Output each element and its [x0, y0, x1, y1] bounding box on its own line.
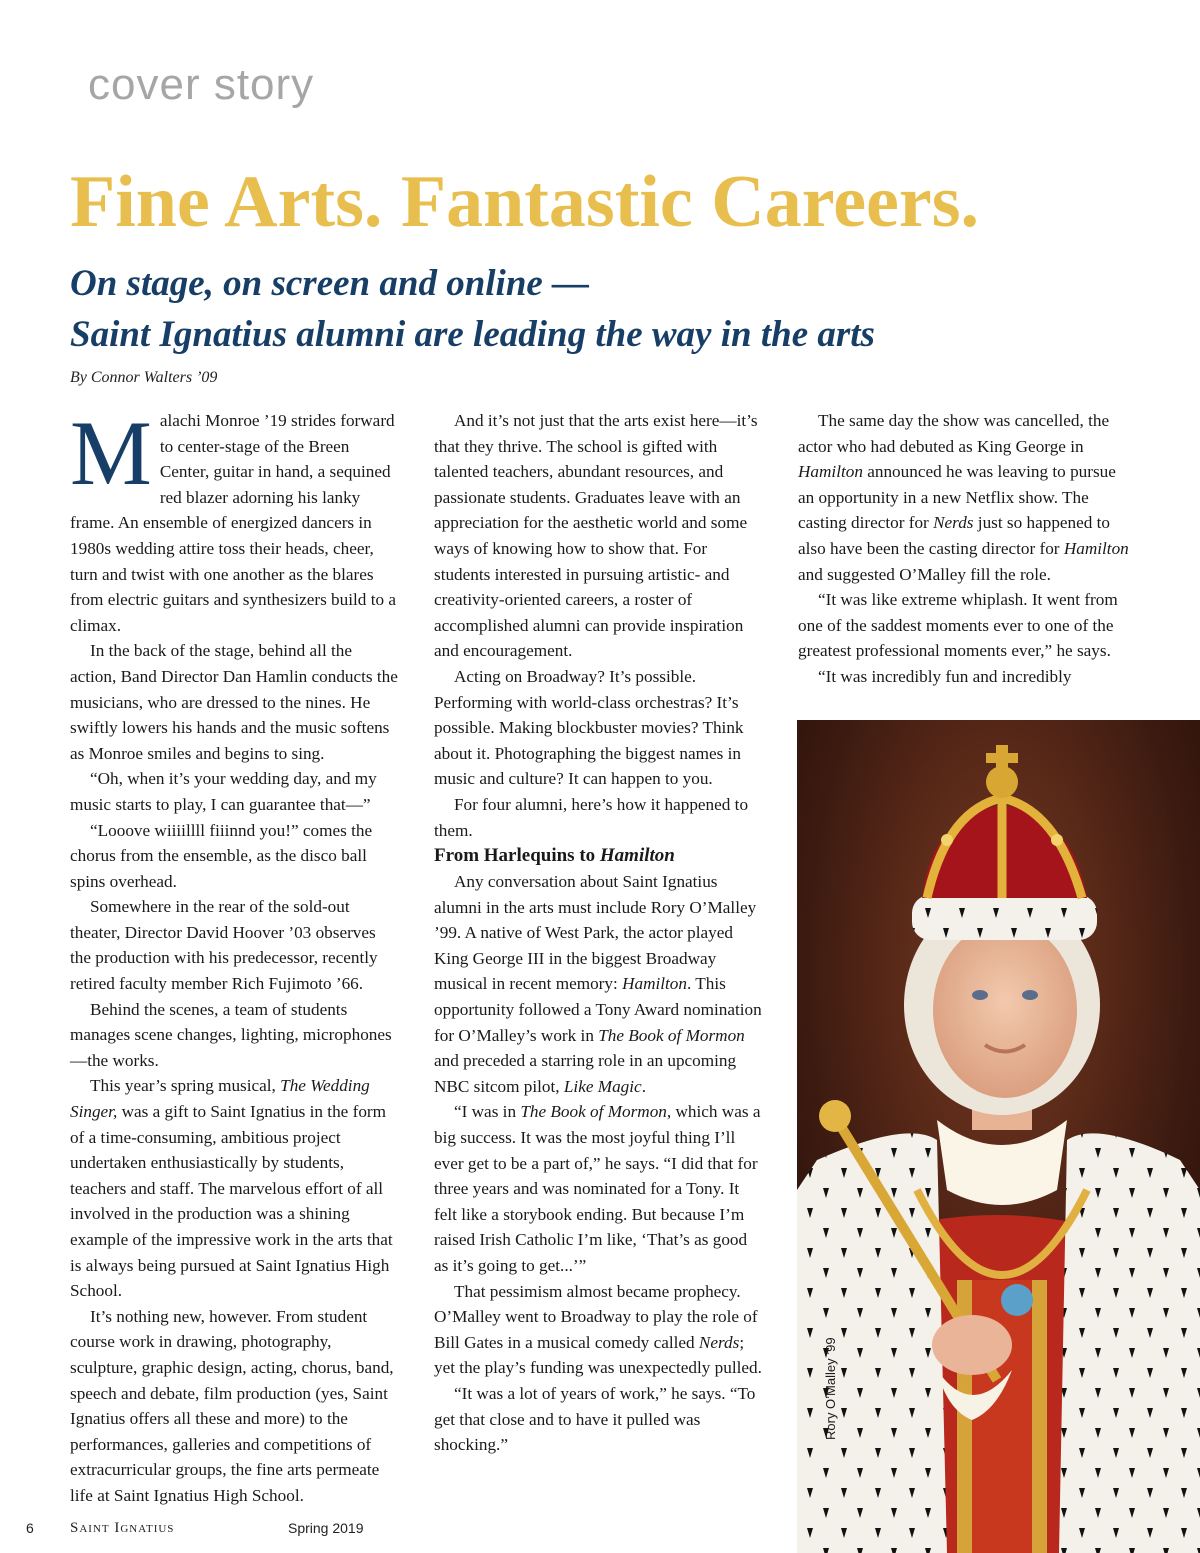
paragraph: It’s nothing new, however. From student course work in drawing, photography, sculpture, graphic design, acting, chorus, band, speech and debate, film production (yes, Saint Ignatius offers all these and more) to the performances, galleries and competitions of extracurricular groups, the fine arts permeate life at Saint Ignatius High School.	[70, 1306, 394, 1505]
article-column-2	[434, 408, 764, 1458]
show-title: Like Magic	[563, 1076, 642, 1096]
text: announced he was leaving to pursue an opportunity in a new Netflix show. The casting director for	[798, 462, 1116, 533]
paragraph	[70, 402, 400, 638]
text: and preceded a starring role in an upcoming NBC sitcom pilot,	[434, 1051, 737, 1096]
paragraph: In the back of the stage, behind all the action, Band Director Dan Hamlin conducts the musicians, who are dressed to the nines. He swiftly lowers his hands and the music softens as Monroe smiles and begins to sing.	[70, 641, 398, 763]
paragraph	[434, 1279, 764, 1381]
text: That pessimism almost became prophecy. O’Malley went to Broadway to play the role of Bill Gates in a musical comedy called	[434, 1281, 758, 1352]
paragraph: “It was like extreme whiplash. It went from one of the saddest moments ever to one of the greatest professional moments ever,” he says.	[798, 590, 1118, 661]
text: just so happened to also have been the casting director for	[798, 513, 1111, 558]
photo-credit: Rory O’Malley ’99	[823, 1337, 838, 1440]
show-title: Hamilton	[599, 845, 675, 867]
show-title: Hamilton	[798, 462, 863, 482]
text: , which was a big success. It was the most joyful thing I’ll ever get to be a part of,” he says. “I did that for three years and was nominated for a Tony. It felt like a storybook ending. But because I’m raised Irish Catholic I’m like, ‘That’s as good as it’s going to get...’”	[434, 1102, 761, 1275]
text: . This opportunity followed a Tony Award nomination for O’Malley’s work in	[434, 974, 762, 1045]
paragraph: “It was incredibly fun and incredibly	[818, 666, 1072, 686]
text: .	[641, 1076, 646, 1096]
magazine-name: Saint Ignatius	[70, 1520, 175, 1536]
issue-date: Spring 2019	[288, 1520, 364, 1536]
show-title: The Wedding Singer,	[70, 1076, 370, 1122]
section-kicker: cover story	[88, 60, 315, 109]
text: and suggested O’Malley fill the role.	[798, 564, 1051, 584]
text: Any conversation about Saint Ignatius alumni in the arts must include Rory O’Malley ’99. A native of West Park, the actor played King George III in the biggest Broadway musical in recent memory:	[434, 872, 757, 994]
paragraph	[434, 869, 764, 1099]
text: This year’s spring musical,	[90, 1076, 281, 1096]
show-title: Nerds	[698, 1332, 740, 1352]
page-number: 6	[26, 1520, 34, 1536]
headline: Fine Arts. Fantastic Careers.	[70, 161, 980, 243]
section-heading	[434, 843, 764, 869]
show-title: The Book of Mormon	[520, 1102, 667, 1122]
show-title: The Book of Mormon	[598, 1025, 745, 1045]
paragraph: “Looove wiiiillll fiiinnd you!” comes the chorus from the ensemble, as the disco ball spins overhead.	[70, 820, 373, 891]
paragraph-text: alachi Monroe ’19 strides forward to center-stage of the Breen Center, guitar in hand, a sequined red blazer adorning his lanky frame. An ensemble of energized dancers in 1980s wedding attire toss their heads, cheer, turn and twist with one another as the blares from electric guitars and synthesizers build to a climax.	[70, 411, 396, 635]
king-george-photo	[797, 720, 1200, 1553]
paragraph: Acting on Broadway? It’s possible. Performing with world-class orchestras? It’s possible. Making blockbuster movies? Think about it. Photographing the biggest names in music and culture? It can happen to you.	[434, 666, 744, 789]
paragraph: Somewhere in the rear of the sold-out theater, Director David Hoover ’03 observes the production with his predecessor, recently retired faculty member Rich Fujimoto ’66.	[70, 897, 378, 994]
text: was a gift to Saint Ignatius in the form of a time-consuming, ambitious project undertaken enthusiastically by students, teachers and staff. The marvelous effort of all involved in the production was a shining example of the impressive work in the arts that is always being pursued at Saint Ignatius High School.	[70, 1102, 393, 1301]
paragraph: Behind the scenes, a team of students manages scene changes, lighting, microphones—the works.	[70, 999, 392, 1070]
show-title: Hamilton	[622, 974, 687, 994]
drop-cap: M	[70, 402, 152, 504]
subhead-line-1: On stage, on screen and online —	[70, 263, 590, 304]
paragraph	[434, 1099, 764, 1278]
text: “I was in	[454, 1102, 521, 1122]
show-title: Hamilton	[1063, 538, 1129, 558]
paragraph: And it’s not just that the arts exist here—it’s that they thrive. The school is gifted with talented teachers, abundant resources, and passionate students. Graduates leave with an appreciation for the aesthetic world and some ways of knowing how to show that. For students interested in pursuing artistic- and creativity-oriented careers, a roster of accomplished alumni can provide inspiration and encouragement.	[434, 411, 758, 661]
subheadline	[70, 258, 875, 360]
subhead-line-2: Saint Ignatius alumni are leading the way in the arts	[70, 314, 875, 355]
article-column-3	[798, 408, 1134, 690]
page-footer	[0, 1518, 800, 1542]
paragraph: For four alumni, here’s how it happened to them.	[434, 794, 749, 840]
article-column-1	[70, 402, 400, 1509]
text: From Harlequins to	[434, 845, 600, 867]
text: The same day the show was cancelled, the actor who had debuted as King George in	[798, 411, 1110, 456]
paragraph: “It was a lot of years of work,” he says. “To get that close and to have it pulled was shocking.”	[434, 1383, 756, 1455]
paragraph: “Oh, when it’s your wedding day, and my music starts to play, I can guarantee that—”	[70, 769, 377, 814]
show-title: Nerds	[933, 513, 974, 533]
paragraph	[70, 1073, 400, 1303]
paragraph	[798, 408, 1134, 587]
text: ; yet the play’s funding was unexpectedly pulled.	[434, 1332, 762, 1378]
byline: By Connor Walters ’09	[70, 369, 218, 386]
